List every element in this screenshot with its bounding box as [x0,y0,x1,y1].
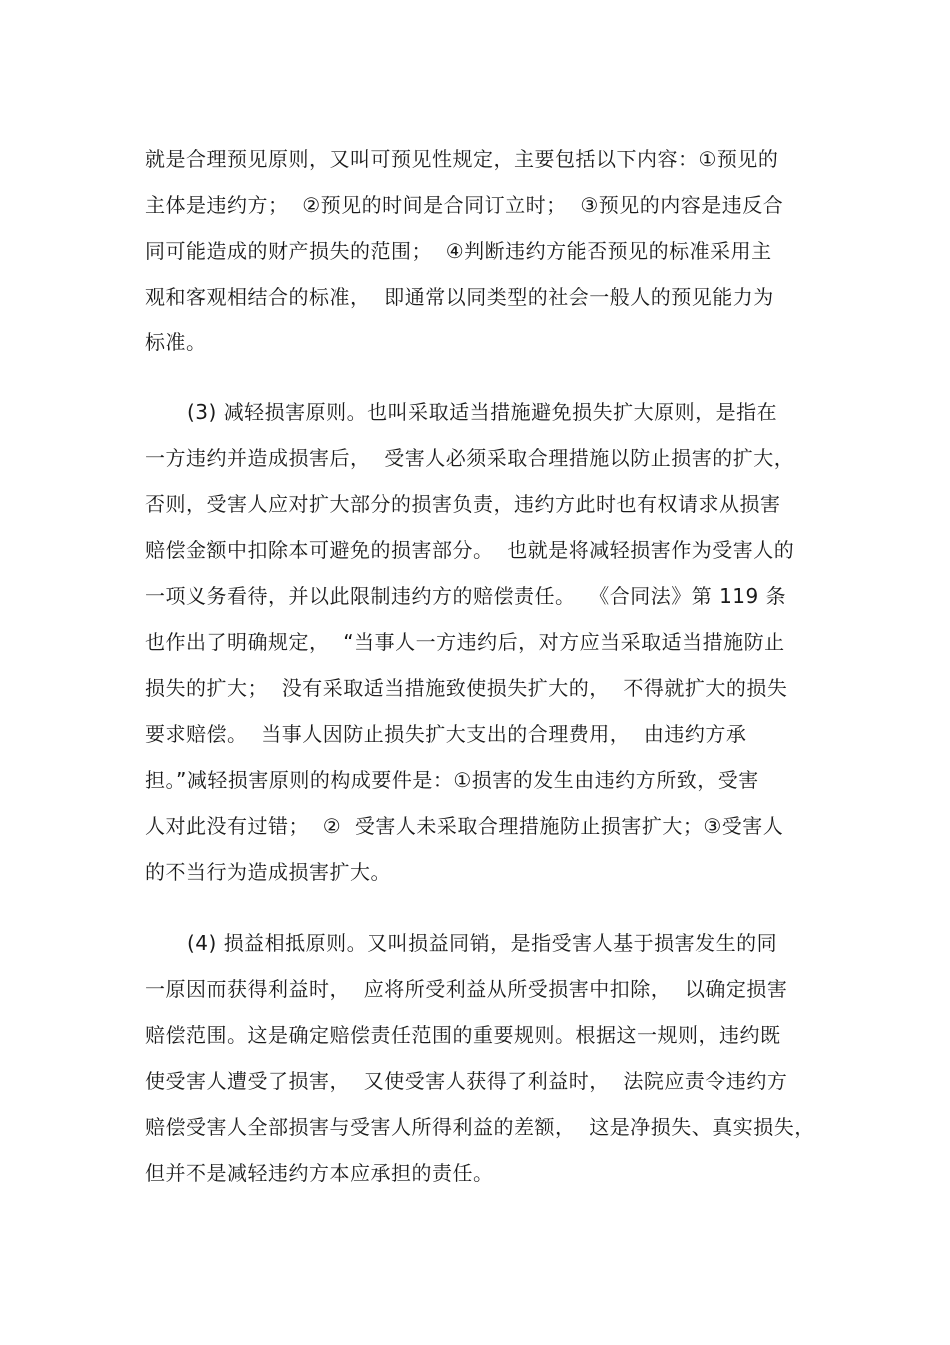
paragraph-line: 损失的扩大； 没有采取适当措施致使损失扩大的， 不得就扩大的损失 [145,676,788,700]
paragraph-line: 要求赔偿。 当事人因防止损失扩大支出的合理费用， 由违约方承 [145,722,747,746]
paragraph-line: 一项义务看待，并以此限制违约方的赔偿责任。 《合同法》第 119 条 [145,584,787,608]
paragraph-line: 使受害人遭受了损害， 又使受害人获得了利益时， 法院应责令违约方 [145,1069,788,1093]
paragraph-line: 同可能造成的财产损失的范围； ④判断违约方能否预见的标准采用主 [145,239,772,263]
paragraph-line: (3) 减轻损害原则。也叫采取适当措施避免损失扩大原则，是指在 [187,400,778,424]
paragraph-line: 赔偿金额中扣除本可避免的损害部分。 也就是将减轻损害作为受害人的 [145,538,795,562]
paragraph-line: 一原因而获得利益时， 应将所受利益从所受损害中扣除， 以确定损害 [145,977,788,1001]
paragraph-line: 就是合理预见原则，又叫可预见性规定，主要包括以下内容：①预见的 [145,147,779,171]
paragraph-line: 标准。 [145,330,207,354]
paragraph-line: 担。”减轻损害原则的构成要件是：①损害的发生由违约方所致，受害 [145,768,759,792]
paragraph-line: 但并不是减轻违约方本应承担的责任。 [145,1161,494,1185]
paragraph-line: 人对此没有过错； ② 受害人未采取合理措施防止损害扩大；③受害人 [145,814,784,838]
paragraph-line: 否则，受害人应对扩大部分的损害负责，违约方此时也有权请求从损害 [145,492,781,516]
paragraph-line: 一方违约并造成损害后， 受害人必须采取合理措施以防止损害的扩大， [145,446,795,470]
paragraph-line: 赔偿范围。这是确定赔偿责任范围的重要规则。根据这一规则，违约既 [145,1023,781,1047]
paragraph-line: 也作出了明确规定， “当事人一方违约后，对方应当采取适当措施防止 [145,630,785,654]
paragraph-line: (4) 损益相抵原则。又叫损益同销，是指受害人基于损害发生的同 [187,931,778,955]
paragraph-line: 观和客观相结合的标准， 即通常以同类型的社会一般人的预见能力为 [145,285,774,309]
paragraph-line: 的不当行为造成损害扩大。 [145,860,391,884]
paragraph-line: 赔偿受害人全部损害与受害人所得利益的差额， 这是净损失、真实损失， [145,1115,815,1139]
paragraph-line: 主体是违约方； ②预见的时间是合同订立时； ③预见的内容是违反合 [145,193,784,217]
